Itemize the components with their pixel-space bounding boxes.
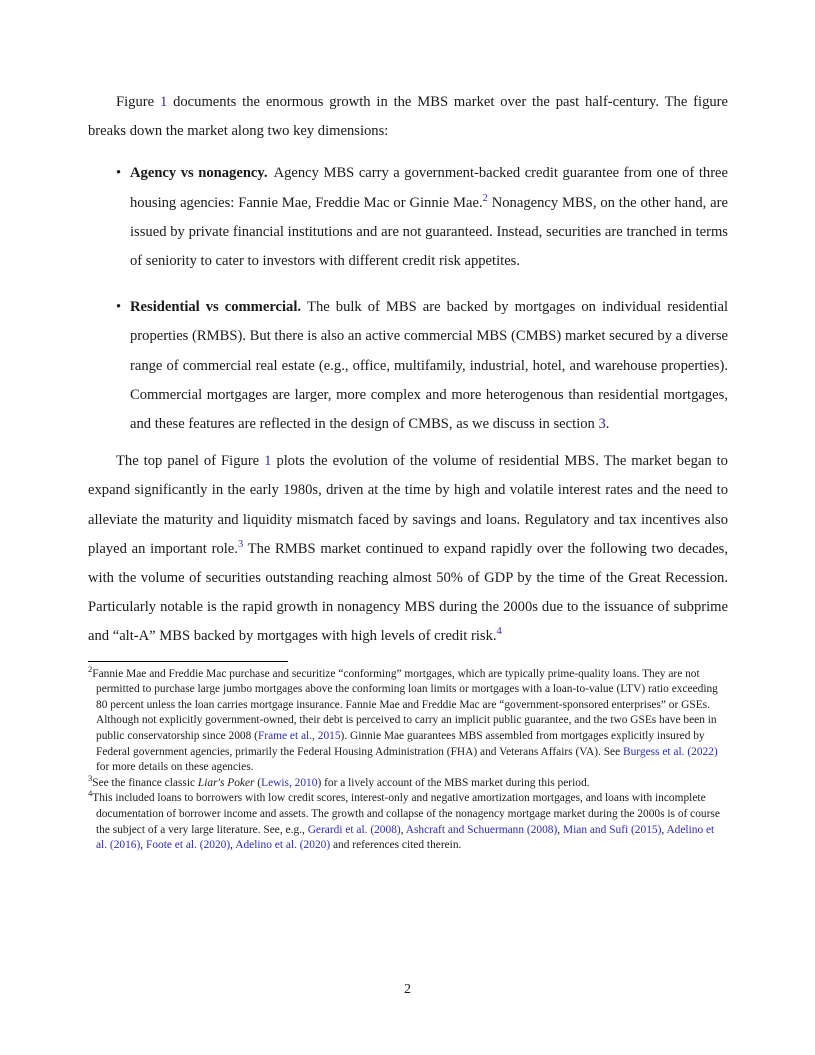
footnote-3-number: 3	[88, 773, 93, 784]
footnote-2	[88, 663, 728, 776]
footnote-4-text-5: ,	[140, 839, 146, 852]
paragraph-intro-text-b: documents the enormous growth in the MBS market over the past half-century. The figure breaks down the market along two key dimensions:	[88, 94, 728, 140]
footnote-3-text-2: (	[254, 776, 262, 789]
footnote-4-text-6: ,	[230, 839, 236, 852]
footnote-2-text-3: for more details on these agencies.	[96, 761, 254, 774]
page-number: 2	[404, 982, 411, 997]
footnotes-section	[88, 663, 728, 854]
citation-frame-2015[interactable]: Frame et al., 2015	[257, 730, 341, 743]
bullet-marker-icon: •	[116, 165, 122, 182]
bullet-agency-text-b: Nonagency MBS, on the other hand, are issued by private financial institutions and are not guaranteed. Instead, securities are tranched in terms of seniority to cater to investors with different credit risk appetites.	[130, 194, 728, 270]
bullet-residential-text-b: .	[605, 416, 610, 433]
dimension-bullet-list	[88, 159, 728, 439]
footnote-2-text-2: ). Ginnie Mae guarantees MBS assembled from mortgages explicitly insured by Federal government agencies, primarily the Federal Housing Administration (FHA) and Veterans Affairs (VA). See	[96, 730, 705, 758]
figure-1-link[interactable]: 1	[159, 94, 168, 110]
bullet-residential-vs-commercial	[88, 293, 728, 439]
citation-gerardi-2008[interactable]: Gerardi et al. (2008)	[307, 823, 401, 836]
page-content	[88, 88, 728, 854]
footnote-4-text-3: ,	[557, 823, 563, 836]
section-3-link[interactable]: 3	[598, 416, 606, 433]
footnote-4	[88, 788, 728, 853]
footnote-3	[88, 773, 728, 792]
footnote-4-text-4: ,	[661, 823, 667, 836]
paragraph-top-panel	[88, 447, 728, 651]
paragraph-top-panel-text-b: plots the evolution of the volume of residential MBS. The market began to expand significantly in the early 1980s, driven at the time by high and volatile interest rates and the need to alleviate the maturity and liquidity mismatch faced by savings and loans. Regulatory and tax incentives also played an important role.	[88, 453, 728, 557]
bullet-agency-lead: Agency vs nonagency.	[130, 165, 268, 182]
bullet-marker-icon: •	[116, 299, 122, 316]
paragraph-top-panel-text-c: The RMBS market continued to expand rapidly over the following two decades, with the volume of securities outstanding reaching almost 50% of GDP by the time of the Great Recession. Particularly notable is the rapid growth in nonagency MBS during the 2000s due to the issuance of subprime and “alt-A” MBS backed by mortgages with high levels of credit risk.	[88, 540, 728, 645]
footnote-2-number: 2	[88, 663, 93, 674]
citation-lewis-2010[interactable]: Lewis, 2010	[261, 776, 318, 789]
footnote-4-text-1: This included loans to borrowers with low credit scores, interest-only and negative amortization mortgages, and loans with incomplete documentation of borrower income and assets. The growth and collapse of the nonagency mortgage market during the 2000s is of course the subject of a very large literature. See, e.g.,	[92, 792, 720, 836]
bullet-agency-text-a: Agency MBS carry a government-backed credit guarantee from one of three housing agencies: Fannie Mae, Freddie Mac or Ginnie Mae.	[130, 165, 729, 211]
footnote-separator-rule	[88, 661, 288, 662]
footnote-marker-4[interactable]: 4	[496, 626, 502, 638]
footnote-3-text-3: ) for a lively account of the MBS market during this period.	[317, 776, 590, 789]
bullet-residential-text-a: The bulk of MBS are backed by mortgages on individual residential properties (RMBS). But there is also an active commercial MBS (CMBS) market secured by a diverse range of commercial real estate (e.g., office, multifamily, industrial, hotel, and warehouse properties). Commercial mortgages are larger, more complex and more heterogenous than residential mortgages, and these features are reflected in the design of CMBS, as we discuss in section	[130, 299, 728, 433]
footnote-4-text-7: and references cited therein.	[330, 839, 462, 852]
citation-mian-sufi-2015[interactable]: Mian and Sufi (2015)	[562, 823, 662, 836]
footnote-4-number: 4	[88, 788, 93, 799]
footnote-marker-3[interactable]: 3	[237, 538, 244, 550]
citation-adelino-2016[interactable]: Adelino et al. (2016)	[96, 823, 715, 852]
citation-foote-2020[interactable]: Foote et al. (2020)	[146, 839, 231, 852]
citation-ashcraft-schuermann-2008[interactable]: Ashcraft and Schuermann (2008)	[405, 823, 558, 836]
bullet-residential-lead: Residential vs commercial.	[130, 299, 302, 316]
footnote-3-book-title: Liar's Poker	[197, 776, 255, 789]
paragraph-intro-text-a: Figure	[116, 94, 160, 110]
bullet-agency-vs-nonagency	[88, 159, 728, 276]
figure-1-link-second[interactable]: 1	[264, 453, 272, 470]
footnote-marker-2[interactable]: 2	[482, 192, 488, 204]
footnote-2-text-1: Fannie Mae and Freddie Mac purchase and securitize “conforming” mortgages, which are typically prime-quality loans. They are not permitted to purchase large jumbo mortgages above the conforming loan limits or mortgages with a loan-to-value (LTV) ratio exceeding 80 percent unless the loan carries mortgage insurance. Fannie Mae and Freddie Mac are “government-sponsored enterprises” or GSEs. Although not explicitly government-owned, their debt is perceived to carry an implicit public guarantee, and the two GSEs have been in public conservatorship since 2008 (	[92, 667, 718, 743]
footnote-4-text-2: ,	[400, 823, 406, 836]
paragraph-intro	[88, 88, 728, 146]
paragraph-top-panel-text-a: The top panel of Figure	[116, 453, 265, 470]
footnote-3-text-1: See the finance classic	[92, 776, 198, 789]
citation-adelino-2020[interactable]: Adelino et al. (2020)	[235, 839, 331, 852]
citation-burgess-2022[interactable]: Burgess et al. (2022)	[623, 745, 718, 758]
